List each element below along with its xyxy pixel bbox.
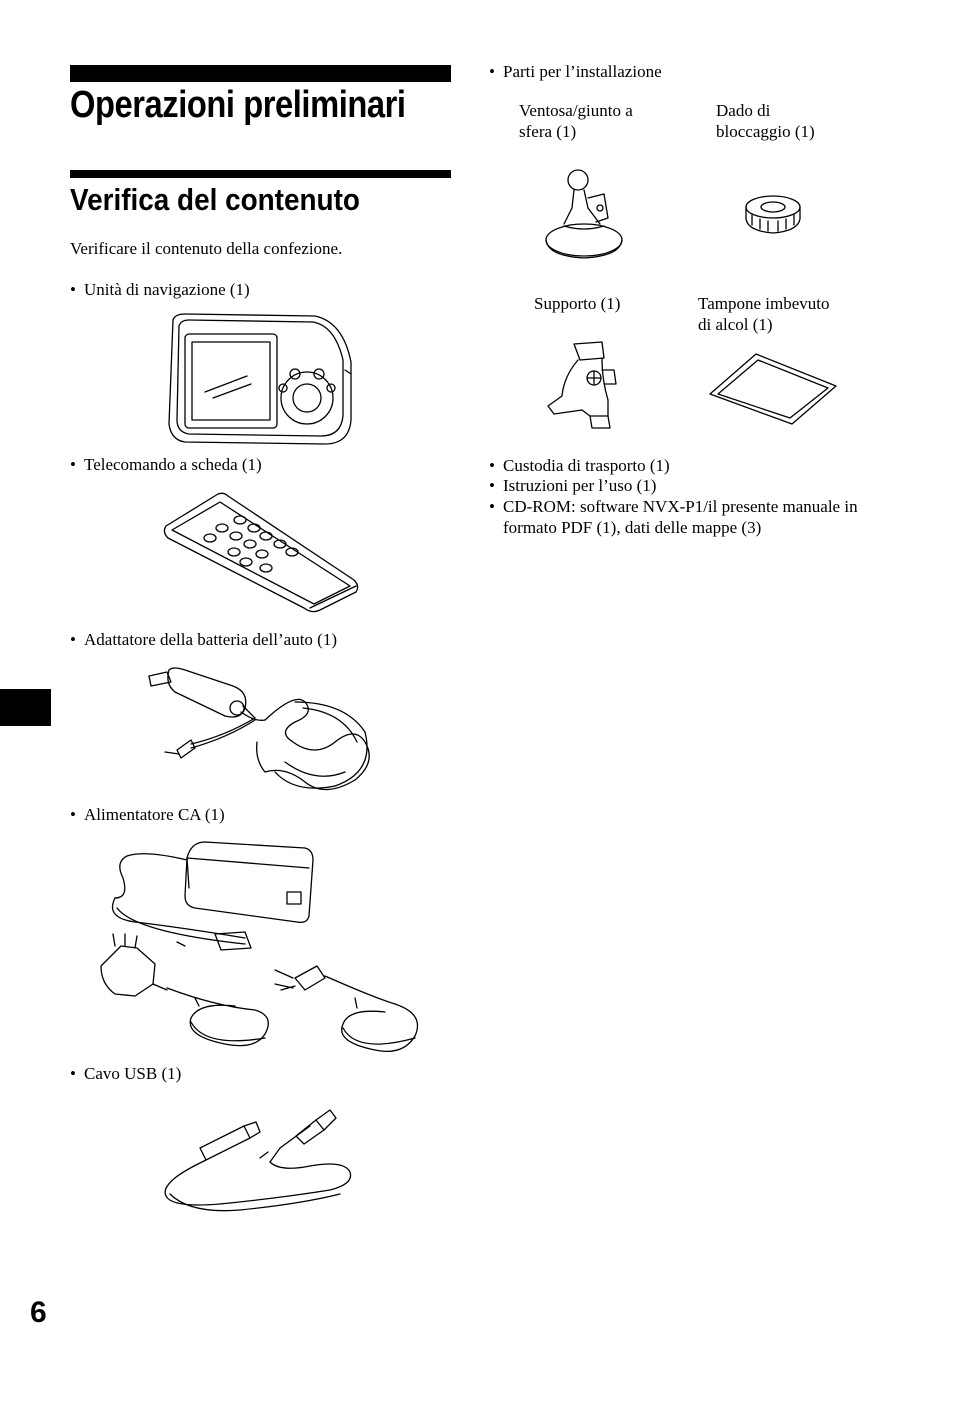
intro-text: Verificare il contenuto della confezione. xyxy=(70,239,343,258)
page-title: Operazioni preliminari xyxy=(70,84,406,126)
item-ac-adapter: • Alimentatore CA (1) xyxy=(70,805,225,824)
item-carrying-case: • Custodia di trasporto (1) xyxy=(489,456,670,475)
suction-cup-icon xyxy=(544,168,626,262)
item-nav-unit: • Unità di navigazione (1) xyxy=(70,280,250,299)
cradle-caption: Supporto (1) xyxy=(534,294,621,313)
page-number: 6 xyxy=(30,1296,47,1329)
title-rule xyxy=(70,65,451,82)
suction-cup-caption: Ventosa/giunto a sfera (1) xyxy=(519,101,633,141)
remote-control-icon xyxy=(162,490,362,614)
bullet-glyph: • xyxy=(70,455,76,474)
item-cd-rom: • CD-ROM: software NVX-P1/il presente manuale in formato PDF (1), dati delle mappe (3) xyxy=(489,497,858,537)
bullet-glyph: • xyxy=(489,456,495,475)
bullet-glyph: • xyxy=(489,497,495,516)
item-manual: • Istruzioni per l’uso (1) xyxy=(489,476,657,495)
lock-nut-caption: Dado di bloccaggio (1) xyxy=(716,101,815,141)
section-rule xyxy=(70,170,451,178)
item-car-adapter: • Adattatore della batteria dell’auto (1) xyxy=(70,630,337,649)
bullet-glyph: • xyxy=(70,630,76,649)
item-usb: • Cavo USB (1) xyxy=(70,1064,182,1083)
car-adapter-icon xyxy=(145,662,377,798)
install-parts-heading: • Parti per l’installazione xyxy=(489,62,662,81)
chapter-tab xyxy=(0,689,51,726)
item-remote: • Telecomando a scheda (1) xyxy=(70,455,262,474)
bullet-glyph: • xyxy=(489,62,495,81)
bullet-glyph: • xyxy=(70,280,76,299)
cradle-icon xyxy=(544,340,618,432)
section-heading: Verifica del contenuto xyxy=(70,182,360,217)
usb-cable-icon xyxy=(160,1104,360,1226)
bullet-glyph: • xyxy=(489,476,495,495)
alcohol-pad-caption: Tampone imbevuto di alcol (1) xyxy=(698,294,830,334)
navigation-unit-icon xyxy=(165,312,355,448)
lock-nut-icon xyxy=(744,193,802,235)
bullet-glyph: • xyxy=(70,1064,76,1083)
alcohol-pad-icon xyxy=(708,350,840,426)
ac-adapter-icon xyxy=(95,838,430,1060)
bullet-glyph: • xyxy=(70,805,76,824)
